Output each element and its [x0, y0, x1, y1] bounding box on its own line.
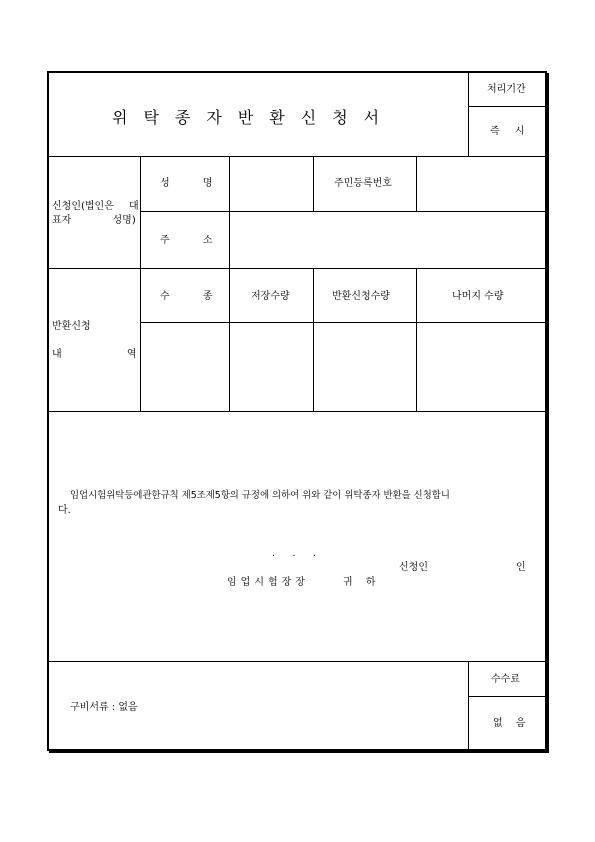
rule-statement-bottom [48, 661, 546, 662]
rule-return-col-1 [229, 269, 230, 411]
honorific: 귀 하 [343, 577, 376, 588]
rule-label-col [140, 157, 141, 411]
applicant-sign-label: 신청인 [399, 562, 428, 573]
rule-applicant-bottom [48, 268, 546, 269]
seal-label: 인 [516, 562, 526, 573]
rule-id-value-col [416, 157, 417, 211]
rule-name-address-split [141, 211, 546, 212]
statement-body-line1: 임업시험위탁등에관한규칙 제5조제5항의 규정에 의하여 위와 같이 위탁종자 반환을 신청합니 [70, 490, 450, 501]
processing-period-label: 처리기간 [487, 84, 526, 95]
rule-return-header-split [141, 322, 546, 323]
fee-label: 수수료 [491, 674, 520, 685]
column-remaining-quantity: 나머지 수량 [452, 291, 504, 302]
addressee: 임업시험장장 [227, 577, 309, 588]
rule-return-col-2 [313, 269, 314, 411]
processing-period-value: 즉 시 [490, 126, 525, 137]
rule-fee-split [469, 696, 546, 697]
rule-header-bottom [48, 156, 546, 157]
name-label: 성 명 [160, 178, 213, 189]
address-label: 주 소 [160, 235, 213, 246]
documents-label: 구비서류 : 없음 [70, 702, 138, 713]
rule-header-col [468, 72, 469, 156]
fee-value: 없 음 [493, 718, 526, 729]
fee-box-bottom-edge [469, 749, 548, 752]
id-number-label: 주민등록번호 [334, 178, 392, 189]
rule-name-value-col [229, 157, 230, 211]
column-requested-quantity: 반환신청수량 [332, 291, 390, 302]
rule-return-bottom [48, 411, 546, 412]
fee-box-edge [545, 662, 548, 750]
column-stored-quantity: 저장수량 [251, 291, 290, 302]
rule-id-label-col [313, 157, 314, 211]
date-dots: . . . [272, 548, 316, 559]
applicant-label-line2: 표자 성명) [52, 215, 136, 226]
statement-body-line2: 다. [58, 505, 71, 516]
form-title: 위탁종자반환신청서 [112, 108, 396, 127]
rule-processing-split [469, 106, 546, 107]
rule-address-col [229, 212, 230, 268]
return-request-label-line2: 내 역 [52, 349, 137, 360]
column-species: 수 종 [160, 291, 213, 302]
applicant-label-line1: 신청인(법인은 대 [52, 201, 139, 212]
rule-return-col-3 [416, 269, 417, 411]
rule-fee-col [468, 662, 469, 750]
return-request-label-line1: 반환신청 [52, 321, 91, 332]
form-shadow-right [547, 73, 549, 753]
